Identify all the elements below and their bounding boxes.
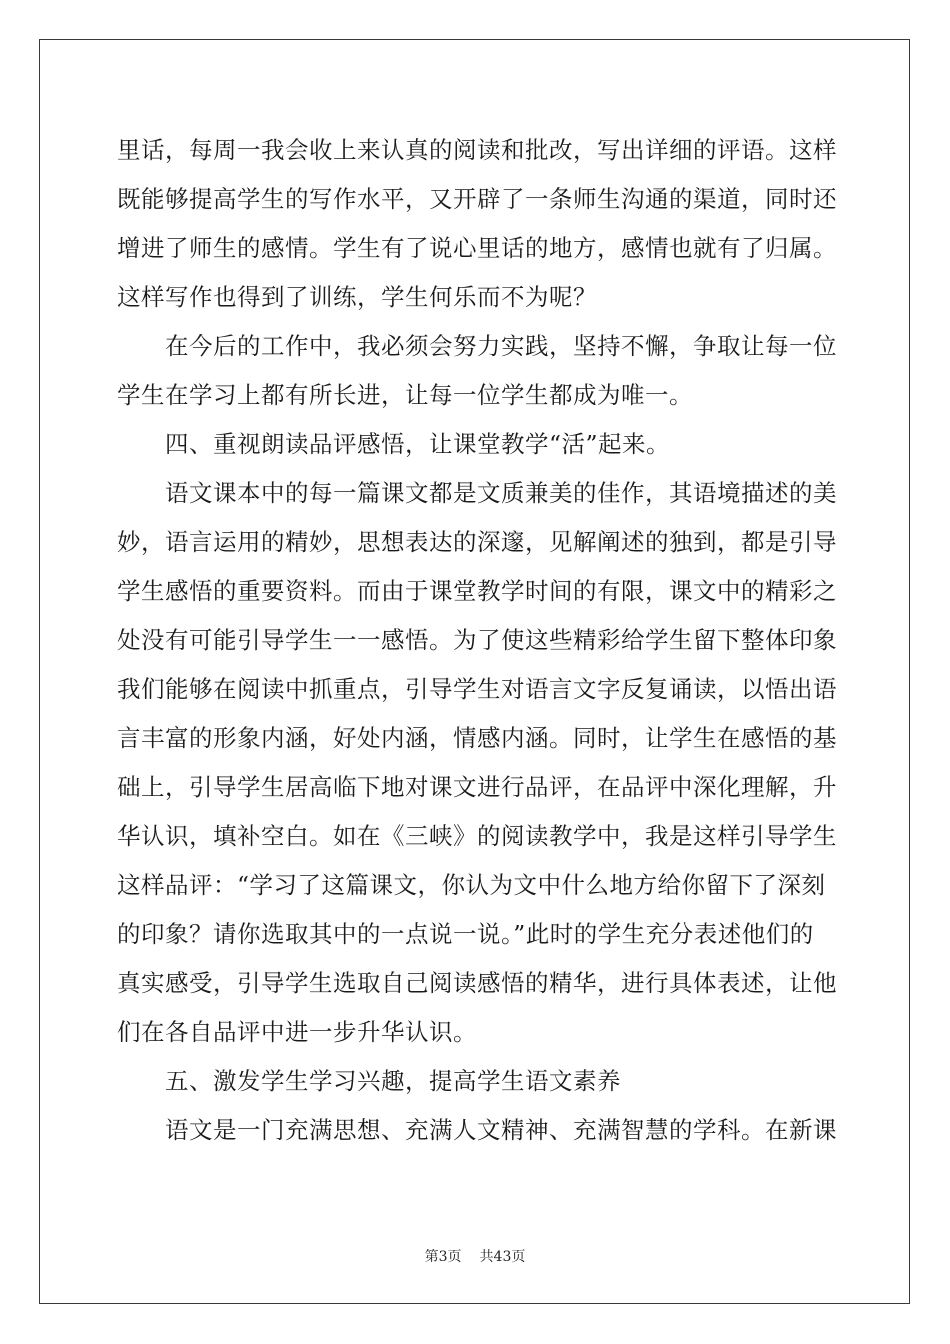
text-line: 五、激发学生学习兴趣，提高学生语文素养	[165, 1067, 621, 1095]
text-line: 华认识，填补空白。如在《三峡》的阅读教学中，我是这样引导学生	[117, 822, 837, 850]
text-line: 们在各自品评中进一步升华认识。	[117, 1018, 477, 1046]
text-line: 学生在学习上都有所长进，让每一位学生都成为唯一。	[117, 381, 693, 409]
text-line: 处没有可能引导学生一一感悟。为了使这些精彩给学生留下整体印象	[117, 626, 837, 654]
text-line: 这样品评：“学习了这篇课文，你认为文中什么地方给你留下了深刻	[117, 871, 826, 899]
text-line: 四、重视朗读品评感悟，让课堂教学“活”起来。	[165, 430, 671, 458]
text-line: 础上，引导学生居高临下地对课文进行品评，在品评中深化理解，升	[117, 773, 837, 801]
text-line: 学生感悟的重要资料。而由于课堂教学时间的有限，课文中的精彩之	[117, 577, 837, 605]
text-line: 言丰富的形象内涵，好处内涵，情感内涵。同时，让学生在感悟的基	[117, 724, 837, 752]
text-line: 在今后的工作中，我必须会努力实践，坚持不懈，争取让每一位	[165, 332, 837, 360]
text-line: 语文是一门充满思想、充满人文精神、充满智慧的学科。在新课	[165, 1116, 837, 1144]
text-line: 妙，语言运用的精妙，思想表达的深邃，见解阐述的独到，都是引导	[117, 528, 837, 556]
document-body	[117, 126, 837, 1155]
text-line: 这样写作也得到了训练，学生何乐而不为呢？	[117, 283, 597, 311]
page-footer	[0, 1247, 950, 1267]
page-number: 第3页	[424, 1249, 462, 1265]
page-total: 共43页	[479, 1249, 526, 1265]
text-line: 增进了师生的感情。学生有了说心里话的地方，感情也就有了归属。	[117, 234, 837, 262]
text-line: 真实感受，引导学生选取自己阅读感悟的精华，进行具体表述，让他	[117, 969, 837, 997]
text-line: 我们能够在阅读中抓重点，引导学生对语言文字反复诵读，以悟出语	[117, 675, 837, 703]
text-line: 的印象？请你选取其中的一点说一说。”此时的学生充分表述他们的	[117, 920, 814, 948]
text-line: 里话，每周一我会收上来认真的阅读和批改，写出详细的评语。这样	[117, 136, 837, 164]
text-line: 既能够提高学生的写作水平，又开辟了一条师生沟通的渠道，同时还	[117, 185, 837, 213]
text-line: 语文课本中的每一篇课文都是文质兼美的佳作，其语境描述的美	[165, 479, 837, 507]
